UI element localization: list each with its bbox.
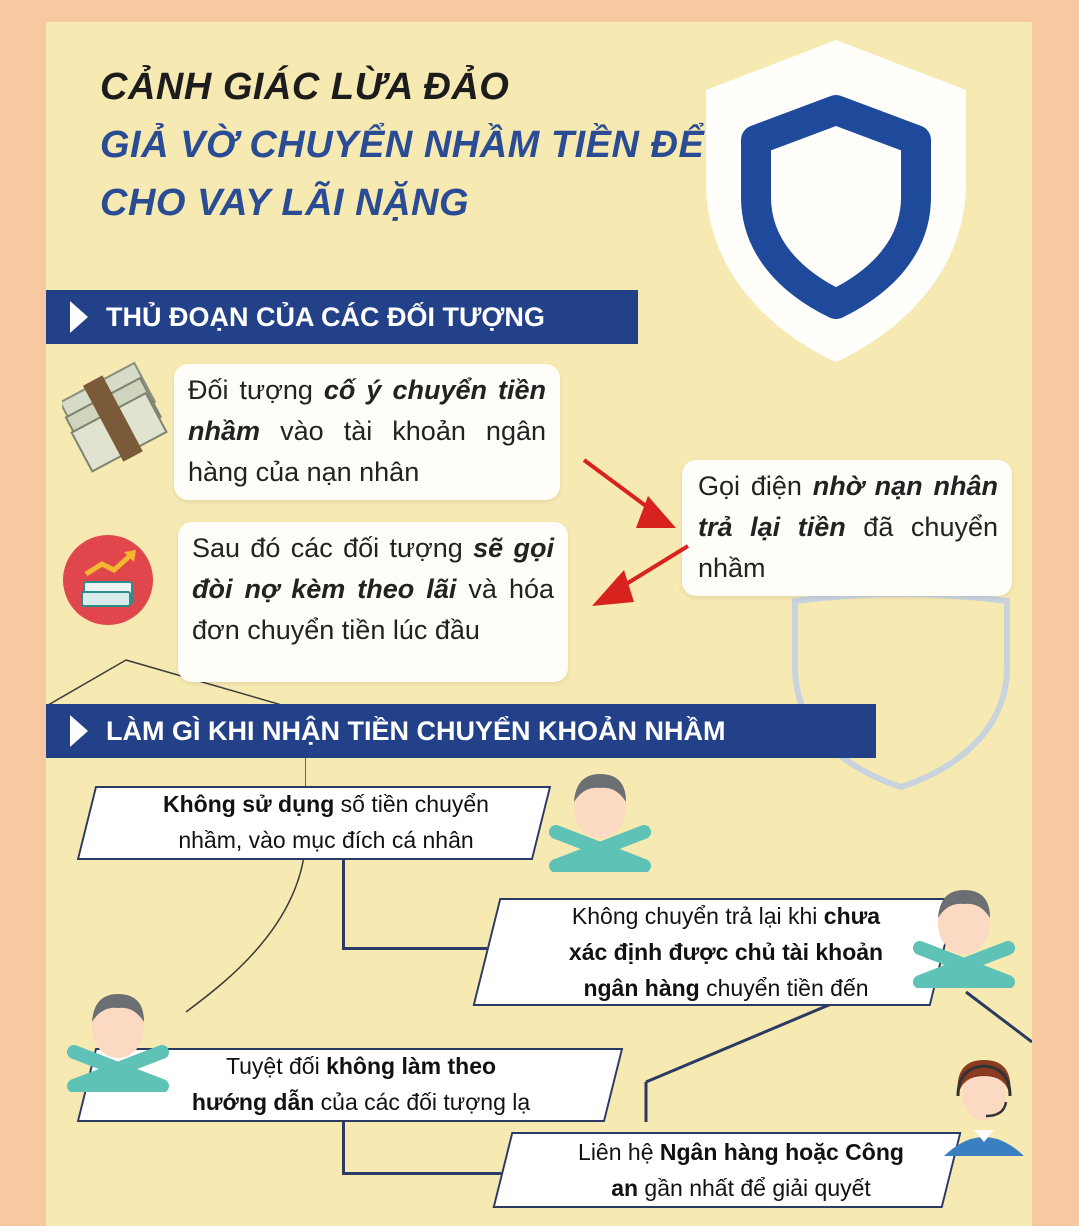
debt-growth-icon [62, 534, 154, 626]
tip-4-text: Liên hệ Ngân hàng hoặc Công an gần nhất để giải quyết [578, 1139, 904, 1201]
title-line-3: CHO VAY LÃI NẶNG [100, 182, 470, 224]
step-2-bubble: Gọi điện nhờ nạn nhân trả lại tiền đã chuyển nhầm [682, 460, 1012, 596]
infographic-card [46, 22, 1032, 1226]
section-banner-what-to-do [46, 704, 876, 758]
arrow-left-down-icon [592, 570, 634, 606]
person-refusing-icon [64, 982, 172, 1092]
section-title: THỦ ĐOẠN CỦA CÁC ĐỐI TƯỢNG [106, 301, 545, 332]
title-line-2: GIẢ VỜ CHUYỂN NHẦM TIỀN ĐỂ [100, 124, 705, 166]
person-refusing-icon [910, 878, 1018, 988]
title-line-1: CẢNH GIÁC LỪA ĐẢO [100, 66, 510, 108]
section-title: LÀM GÌ KHI NHẬN TIỀN CHUYỂN KHOẢN NHẦM [106, 715, 726, 746]
tip-1-text: Không sử dụng số tiền chuyển nhầm, vào mục đích cá nhân [163, 791, 489, 853]
step-1-bubble: Đối tượng cố ý chuyển tiền nhầm vào tài khoản ngân hàng của nạn nhân [174, 364, 560, 500]
play-icon [70, 301, 88, 333]
step-3-bubble: Sau đó các đối tượng sẽ gọi đòi nợ kèm theo lãi và hóa đơn chuyển tiền lúc đầu [178, 522, 568, 682]
money-bundle-icon [62, 358, 170, 478]
shield-icon [686, 32, 986, 372]
step-2-emphasis: nhờ nạn nhân trả lại tiền [698, 471, 998, 542]
support-agent-icon [936, 1046, 1032, 1156]
arrow-icons [576, 442, 696, 622]
shield-outline-icon [781, 587, 1021, 797]
step-3-emphasis: sẽ gọi đòi nợ kèm theo lãi [192, 533, 554, 604]
play-icon [70, 715, 88, 747]
tip-3-text: Tuyệt đối không làm theo hướng dẫn của các đối tượng lạ [191, 1053, 531, 1115]
tip-2-text: Không chuyển trả lại khi chưa xác định được chủ tài khoản ngân hàng chuyển tiền đến [568, 903, 884, 1001]
person-refusing-icon [546, 762, 654, 872]
step-1-emphasis: cố ý chuyển tiền nhầm [188, 375, 546, 446]
section-banner-tactics [46, 290, 638, 344]
